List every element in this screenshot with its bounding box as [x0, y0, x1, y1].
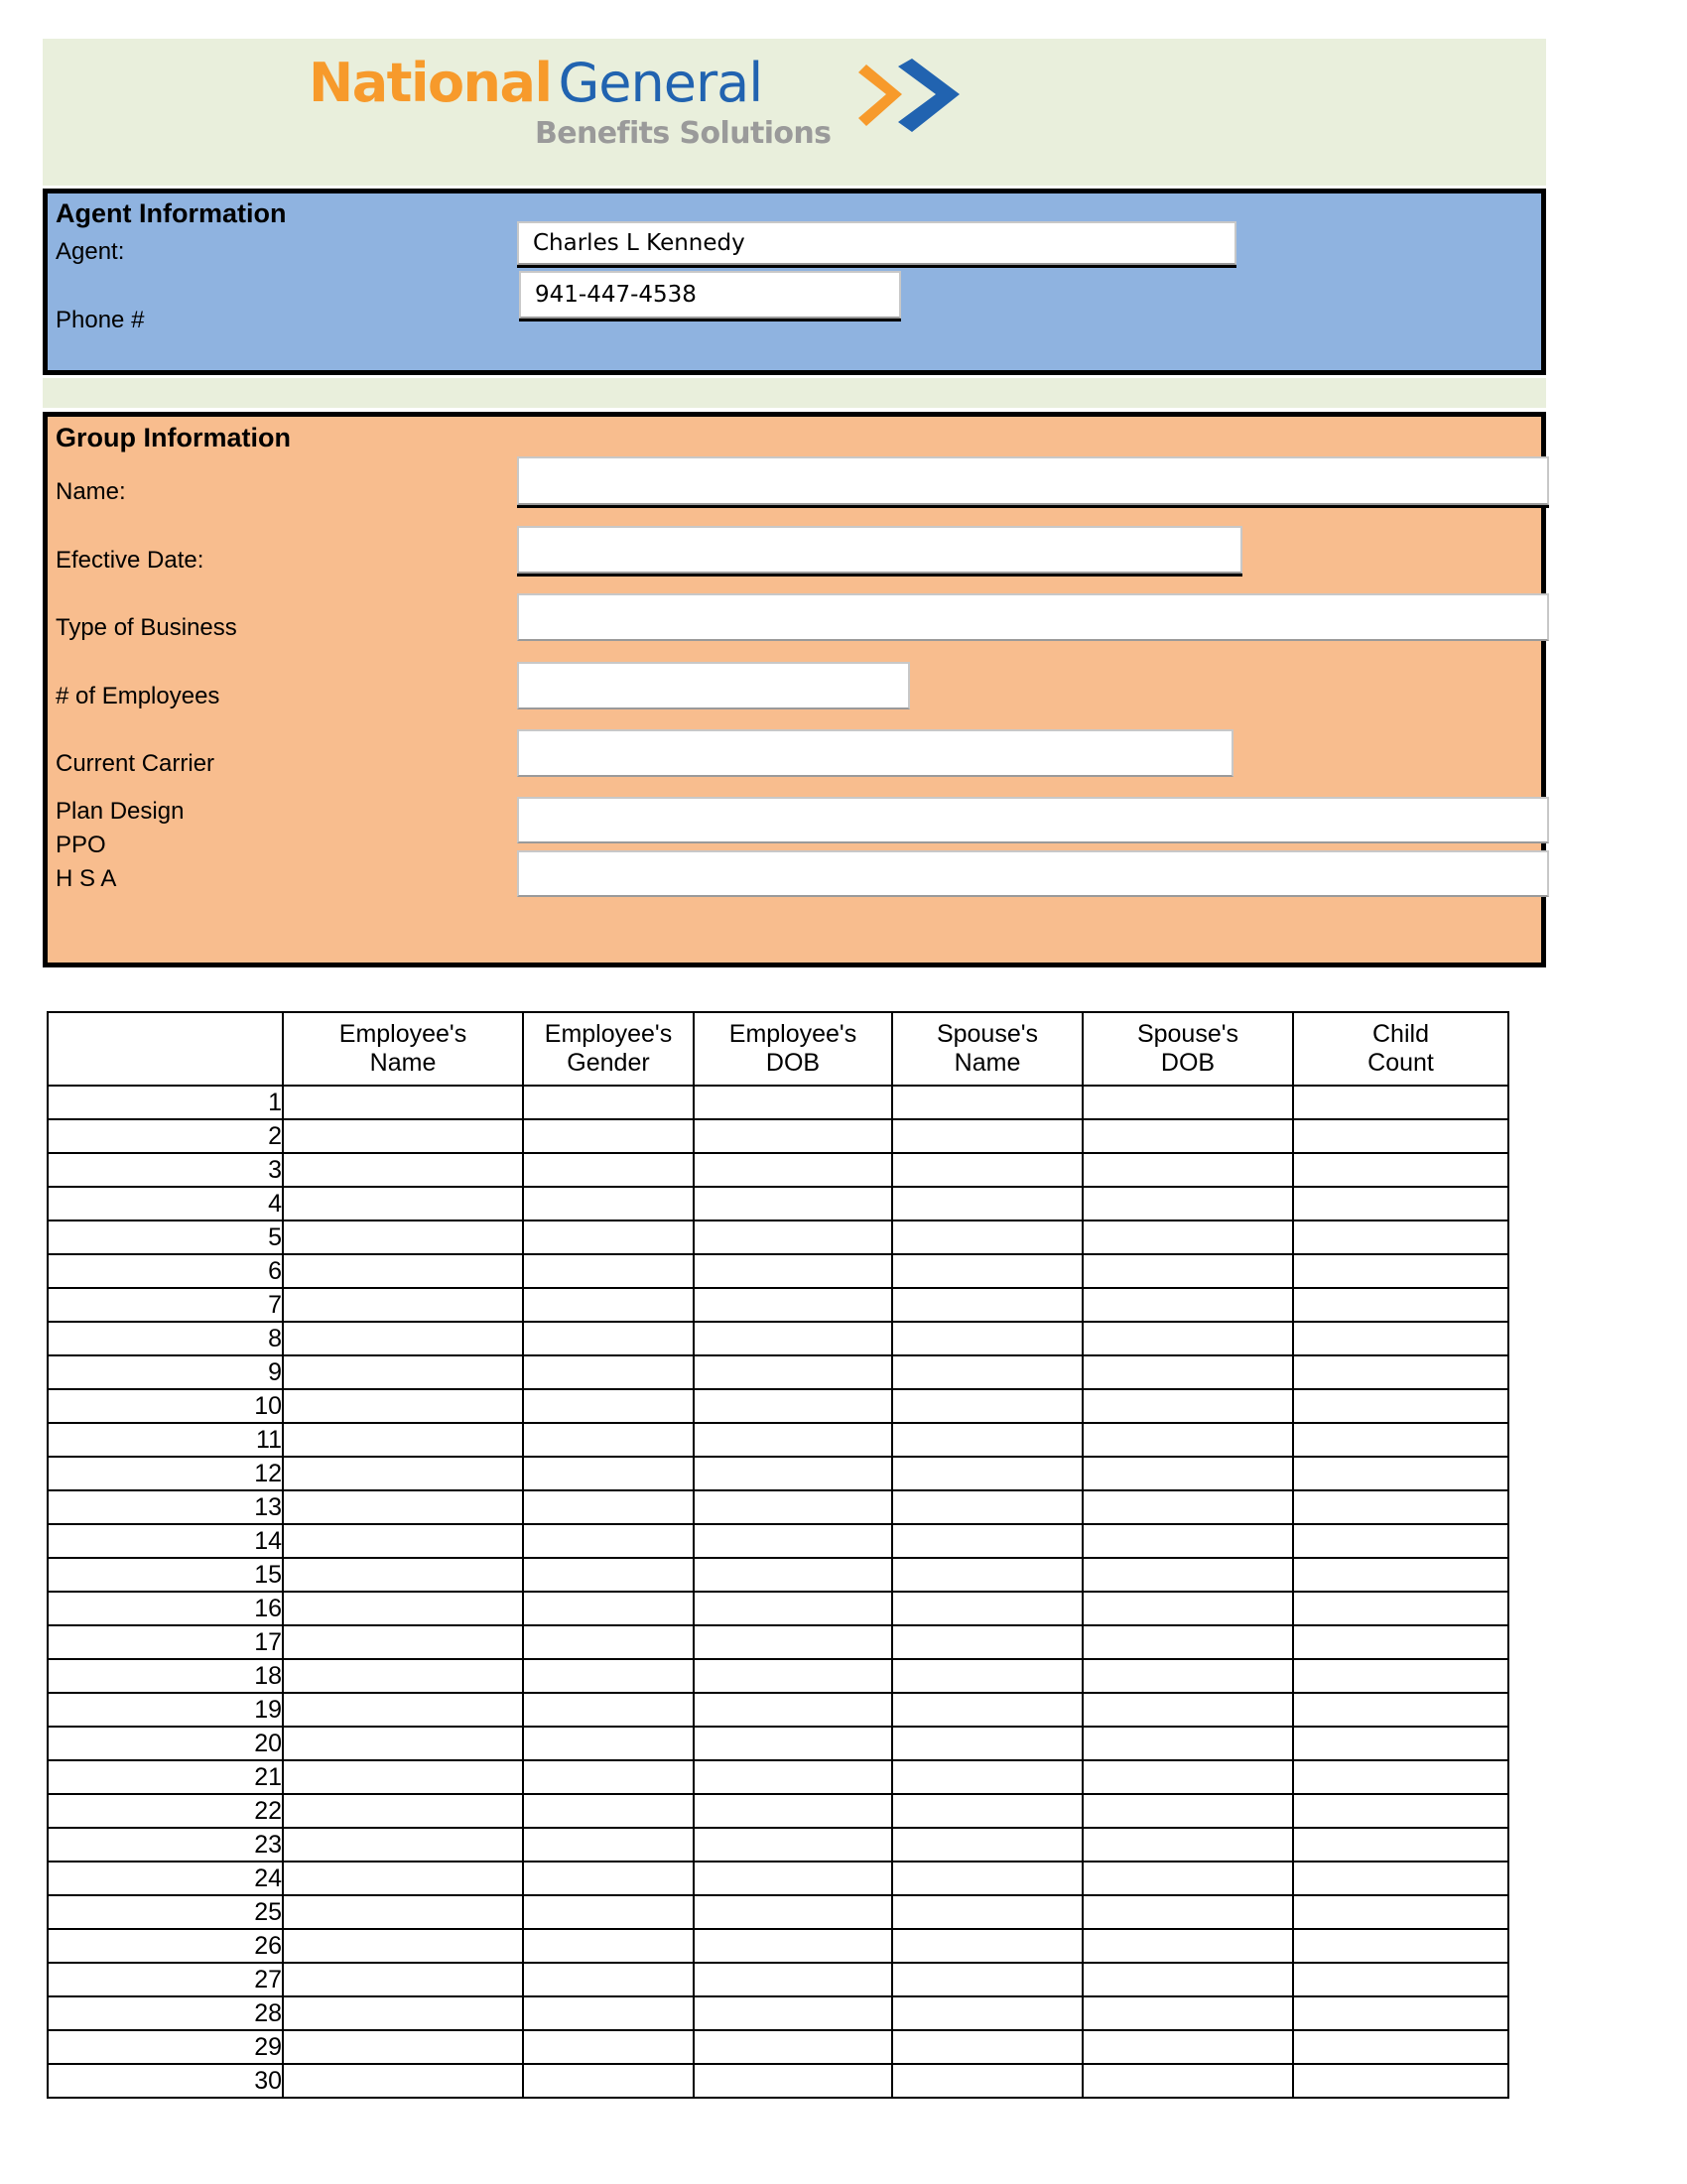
cell-employee-name[interactable]: [283, 1659, 523, 1693]
cell-spouse-name[interactable]: [892, 1996, 1083, 2030]
cell-spouse-name[interactable]: [892, 1524, 1083, 1558]
cell-employee-dob[interactable]: [694, 2064, 892, 2098]
row-number-cell: 12: [48, 1457, 283, 1490]
group-type-of-business-input[interactable]: [517, 593, 1549, 641]
cell-spouse-dob[interactable]: [1083, 1490, 1293, 1524]
row-number-cell: 5: [48, 1220, 283, 1254]
cell-employee-name[interactable]: [283, 1355, 523, 1389]
table-row: [48, 1187, 1508, 1220]
row-number-cell: 21: [48, 1760, 283, 1794]
cell-employee-name[interactable]: [283, 1322, 523, 1355]
cell-employee-dob[interactable]: [694, 1423, 892, 1457]
cell-employee-name[interactable]: [283, 2064, 523, 2098]
cell-employee-name[interactable]: [283, 1389, 523, 1423]
group-name-label: Name:: [56, 478, 126, 505]
table-row: [48, 1760, 1508, 1794]
cell-employee-dob[interactable]: [694, 1929, 892, 1963]
cell-child-count[interactable]: [1293, 2064, 1508, 2098]
cell-spouse-name[interactable]: [892, 1963, 1083, 1996]
cell-child-count[interactable]: [1293, 1423, 1508, 1457]
company-logo: [309, 52, 1003, 176]
row-number-cell: 2: [48, 1119, 283, 1153]
table-row: [48, 1288, 1508, 1322]
cell-employee-dob[interactable]: [694, 1693, 892, 1727]
cell-employee-dob[interactable]: [694, 1996, 892, 2030]
cell-employee-gender[interactable]: [523, 1423, 694, 1457]
cell-employee-dob[interactable]: [694, 1794, 892, 1828]
cell-spouse-dob[interactable]: [1083, 1423, 1293, 1457]
cell-employee-gender[interactable]: [523, 1862, 694, 1895]
table-row: [48, 1963, 1508, 1996]
row-number-cell: 4: [48, 1187, 283, 1220]
cell-employee-dob[interactable]: [694, 1963, 892, 1996]
table-header-row: [48, 1012, 1508, 1086]
table-row: [48, 1086, 1508, 1119]
logo-tagline: Benefits Solutions: [535, 116, 832, 151]
row-number-cell: 9: [48, 1355, 283, 1389]
cell-employee-dob[interactable]: [694, 2030, 892, 2064]
table-row: [48, 1996, 1508, 2030]
cell-spouse-dob[interactable]: [1083, 1794, 1293, 1828]
cell-employee-gender[interactable]: [523, 1389, 694, 1423]
table-row: [48, 2064, 1508, 2098]
row-number-cell: 3: [48, 1153, 283, 1187]
cell-spouse-dob[interactable]: [1083, 1895, 1293, 1929]
cell-employee-name[interactable]: [283, 2030, 523, 2064]
cell-spouse-dob[interactable]: [1083, 1963, 1293, 1996]
cell-spouse-name[interactable]: [892, 1727, 1083, 1760]
agent-phone-underline: [519, 319, 901, 321]
row-number-cell: 29: [48, 2030, 283, 2064]
logo-wordmark: [309, 52, 763, 124]
cell-child-count[interactable]: [1293, 1086, 1508, 1119]
cell-employee-gender[interactable]: [523, 1457, 694, 1490]
row-number-cell: 17: [48, 1625, 283, 1659]
group-plan-design-input[interactable]: [517, 797, 1549, 843]
table-row: [48, 1625, 1508, 1659]
cell-employee-name[interactable]: [283, 1153, 523, 1187]
row-number-cell: 27: [48, 1963, 283, 1996]
cell-employee-name[interactable]: [283, 1625, 523, 1659]
cell-spouse-name[interactable]: [892, 1659, 1083, 1693]
cell-employee-gender[interactable]: [523, 2064, 694, 2098]
cell-employee-name[interactable]: [283, 1558, 523, 1592]
cell-spouse-name[interactable]: [892, 1220, 1083, 1254]
group-current-carrier-label: Current Carrier: [56, 750, 215, 777]
cell-employee-dob[interactable]: [694, 1288, 892, 1322]
header-spouse-name: Spouse's Name: [892, 1012, 1083, 1086]
cell-spouse-dob[interactable]: [1083, 1086, 1293, 1119]
cell-child-count[interactable]: [1293, 1828, 1508, 1862]
cell-spouse-name[interactable]: [892, 1693, 1083, 1727]
agent-name-label: Agent:: [56, 238, 125, 265]
group-information-panel: [43, 412, 1546, 967]
table-row: [48, 1862, 1508, 1895]
cell-employee-dob[interactable]: [694, 1524, 892, 1558]
table-row: [48, 1659, 1508, 1693]
cell-employee-dob[interactable]: [694, 1558, 892, 1592]
cell-employee-name[interactable]: [283, 1963, 523, 1996]
cell-child-count[interactable]: [1293, 1592, 1508, 1625]
cell-spouse-name[interactable]: [892, 2030, 1083, 2064]
cell-spouse-dob[interactable]: [1083, 2064, 1293, 2098]
cell-employee-name[interactable]: [283, 1828, 523, 1862]
cell-spouse-name[interactable]: [892, 1895, 1083, 1929]
table-row: [48, 1254, 1508, 1288]
cell-employee-gender[interactable]: [523, 1254, 694, 1288]
logo-word-national: National: [309, 52, 552, 114]
cell-employee-name[interactable]: [283, 1760, 523, 1794]
group-effective-date-input[interactable]: [517, 526, 1242, 574]
cell-employee-gender[interactable]: [523, 1524, 694, 1558]
cell-child-count[interactable]: [1293, 1558, 1508, 1592]
cell-employee-gender[interactable]: [523, 1086, 694, 1119]
cell-employee-gender[interactable]: [523, 1693, 694, 1727]
cell-spouse-name[interactable]: [892, 1153, 1083, 1187]
header-band: [43, 39, 1546, 186]
cell-spouse-name[interactable]: [892, 1288, 1083, 1322]
agent-information-panel: [43, 189, 1546, 375]
cell-employee-dob[interactable]: [694, 1828, 892, 1862]
group-effective-date-underline: [517, 574, 1242, 577]
header-row-number: [48, 1012, 283, 1086]
cell-employee-dob[interactable]: [694, 1153, 892, 1187]
table-row: [48, 1693, 1508, 1727]
row-number-cell: 19: [48, 1693, 283, 1727]
cell-employee-name[interactable]: [283, 1862, 523, 1895]
agent-information-title: Agent Information: [56, 198, 287, 228]
cell-child-count[interactable]: [1293, 1862, 1508, 1895]
cell-employee-gender[interactable]: [523, 1828, 694, 1862]
table-row: [48, 1592, 1508, 1625]
table-row: [48, 1119, 1508, 1153]
cell-employee-name[interactable]: [283, 1457, 523, 1490]
cell-employee-name[interactable]: [283, 1592, 523, 1625]
group-hsa-input[interactable]: [517, 850, 1549, 897]
cell-employee-name[interactable]: [283, 1794, 523, 1828]
cell-spouse-name[interactable]: [892, 1457, 1083, 1490]
cell-spouse-name[interactable]: [892, 1187, 1083, 1220]
header-employee-gender: Employee's Gender: [523, 1012, 694, 1086]
cell-employee-dob[interactable]: [694, 1187, 892, 1220]
cell-employee-name[interactable]: [283, 1423, 523, 1457]
table-row: [48, 1153, 1508, 1187]
cell-employee-name[interactable]: [283, 1119, 523, 1153]
cell-spouse-name[interactable]: [892, 1322, 1083, 1355]
cell-employee-name[interactable]: [283, 1727, 523, 1760]
cell-employee-gender[interactable]: [523, 1929, 694, 1963]
cell-employee-gender[interactable]: [523, 1153, 694, 1187]
cell-spouse-dob[interactable]: [1083, 1187, 1293, 1220]
table-row: [48, 2030, 1508, 2064]
cell-employee-gender[interactable]: [523, 1625, 694, 1659]
row-number-cell: 1: [48, 1086, 283, 1119]
cell-child-count[interactable]: [1293, 1895, 1508, 1929]
cell-spouse-dob[interactable]: [1083, 1592, 1293, 1625]
cell-employee-gender[interactable]: [523, 1895, 694, 1929]
row-number-cell: 26: [48, 1929, 283, 1963]
cell-employee-dob[interactable]: [694, 1862, 892, 1895]
table-row: [48, 1828, 1508, 1862]
table-row: [48, 1794, 1508, 1828]
cell-spouse-dob[interactable]: [1083, 1220, 1293, 1254]
cell-spouse-name[interactable]: [892, 1355, 1083, 1389]
panel-separator-strip: [43, 378, 1546, 408]
group-type-of-business-label: Type of Business: [56, 614, 237, 641]
cell-employee-gender[interactable]: [523, 1794, 694, 1828]
cell-employee-dob[interactable]: [694, 1457, 892, 1490]
cell-child-count[interactable]: [1293, 1625, 1508, 1659]
table-row: [48, 1490, 1508, 1524]
table-row: [48, 1558, 1508, 1592]
group-current-carrier-input[interactable]: [517, 729, 1233, 777]
cell-spouse-name[interactable]: [892, 1119, 1083, 1153]
cell-spouse-name[interactable]: [892, 1086, 1083, 1119]
cell-employee-dob[interactable]: [694, 1625, 892, 1659]
cell-child-count[interactable]: [1293, 1963, 1508, 1996]
cell-employee-dob[interactable]: [694, 1659, 892, 1693]
cell-spouse-name[interactable]: [892, 1389, 1083, 1423]
cell-spouse-dob[interactable]: [1083, 1693, 1293, 1727]
logo-word-general: General: [558, 52, 763, 114]
cell-child-count[interactable]: [1293, 1760, 1508, 1794]
row-number-cell: 18: [48, 1659, 283, 1693]
group-name-underline: [517, 505, 1549, 508]
cell-employee-name[interactable]: [283, 1929, 523, 1963]
cell-spouse-dob[interactable]: [1083, 1153, 1293, 1187]
cell-employee-dob[interactable]: [694, 1086, 892, 1119]
group-employee-count-label: # of Employees: [56, 683, 220, 709]
cell-spouse-dob[interactable]: [1083, 1457, 1293, 1490]
header-employee-name: Employee's Name: [283, 1012, 523, 1086]
cell-employee-dob[interactable]: [694, 1727, 892, 1760]
row-number-cell: 16: [48, 1592, 283, 1625]
row-number-cell: 11: [48, 1423, 283, 1457]
cell-employee-dob[interactable]: [694, 1119, 892, 1153]
cell-spouse-dob[interactable]: [1083, 1929, 1293, 1963]
cell-employee-dob[interactable]: [694, 1322, 892, 1355]
cell-spouse-dob[interactable]: [1083, 1760, 1293, 1794]
table-row: [48, 1220, 1508, 1254]
cell-spouse-name[interactable]: [892, 1794, 1083, 1828]
cell-spouse-dob[interactable]: [1083, 1322, 1293, 1355]
cell-child-count[interactable]: [1293, 1254, 1508, 1288]
cell-child-count[interactable]: [1293, 1187, 1508, 1220]
row-number-cell: 25: [48, 1895, 283, 1929]
cell-employee-dob[interactable]: [694, 1760, 892, 1794]
agent-phone-label: Phone #: [56, 307, 145, 333]
row-number-cell: 10: [48, 1389, 283, 1423]
cell-spouse-dob[interactable]: [1083, 1828, 1293, 1862]
cell-child-count[interactable]: [1293, 1929, 1508, 1963]
cell-employee-gender[interactable]: [523, 1119, 694, 1153]
table-row: [48, 1524, 1508, 1558]
cell-employee-gender[interactable]: [523, 1963, 694, 1996]
header-child-count: Child Count: [1293, 1012, 1508, 1086]
cell-employee-gender[interactable]: [523, 1592, 694, 1625]
cell-spouse-dob[interactable]: [1083, 1355, 1293, 1389]
cell-spouse-dob[interactable]: [1083, 1625, 1293, 1659]
row-number-cell: 15: [48, 1558, 283, 1592]
row-number-cell: 22: [48, 1794, 283, 1828]
group-ppo-label: PPO: [56, 832, 106, 858]
row-number-cell: 28: [48, 1996, 283, 2030]
cell-employee-dob[interactable]: [694, 1389, 892, 1423]
cell-employee-gender[interactable]: [523, 1760, 694, 1794]
agent-phone-input[interactable]: 941-447-4538: [519, 271, 901, 319]
cell-child-count[interactable]: [1293, 1490, 1508, 1524]
cell-employee-gender[interactable]: [523, 1996, 694, 2030]
agent-name-underline: [517, 265, 1236, 268]
cell-child-count[interactable]: [1293, 1727, 1508, 1760]
row-number-cell: 6: [48, 1254, 283, 1288]
cell-child-count[interactable]: [1293, 1659, 1508, 1693]
cell-employee-name[interactable]: [283, 1187, 523, 1220]
cell-employee-gender[interactable]: [523, 1355, 694, 1389]
row-number-cell: 13: [48, 1490, 283, 1524]
cell-spouse-dob[interactable]: [1083, 1389, 1293, 1423]
cell-employee-dob[interactable]: [694, 1592, 892, 1625]
cell-employee-name[interactable]: [283, 1490, 523, 1524]
cell-spouse-name[interactable]: [892, 1592, 1083, 1625]
employee-census-table: [47, 1011, 1509, 2099]
cell-employee-gender[interactable]: [523, 1558, 694, 1592]
table-row: [48, 1355, 1508, 1389]
cell-child-count[interactable]: [1293, 1153, 1508, 1187]
cell-spouse-name[interactable]: [892, 1828, 1083, 1862]
cell-spouse-dob[interactable]: [1083, 1119, 1293, 1153]
table-row: [48, 1322, 1508, 1355]
cell-spouse-name[interactable]: [892, 1760, 1083, 1794]
cell-spouse-dob[interactable]: [1083, 1558, 1293, 1592]
cell-employee-dob[interactable]: [694, 1490, 892, 1524]
cell-spouse-name[interactable]: [892, 1558, 1083, 1592]
cell-employee-gender[interactable]: [523, 1322, 694, 1355]
cell-child-count[interactable]: [1293, 1355, 1508, 1389]
cell-employee-name[interactable]: [283, 1895, 523, 1929]
cell-employee-dob[interactable]: [694, 1220, 892, 1254]
cell-employee-name[interactable]: [283, 1086, 523, 1119]
cell-child-count[interactable]: [1293, 2030, 1508, 2064]
cell-child-count[interactable]: [1293, 1693, 1508, 1727]
cell-spouse-dob[interactable]: [1083, 1524, 1293, 1558]
cell-employee-name[interactable]: [283, 1288, 523, 1322]
cell-employee-gender[interactable]: [523, 2030, 694, 2064]
row-number-cell: 23: [48, 1828, 283, 1862]
cell-child-count[interactable]: [1293, 1457, 1508, 1490]
cell-child-count[interactable]: [1293, 1220, 1508, 1254]
cell-employee-name[interactable]: [283, 1693, 523, 1727]
cell-child-count[interactable]: [1293, 1288, 1508, 1322]
cell-spouse-dob[interactable]: [1083, 1659, 1293, 1693]
group-name-input[interactable]: [517, 456, 1549, 505]
cell-employee-name[interactable]: [283, 1220, 523, 1254]
table-row: [48, 1895, 1508, 1929]
row-number-cell: 24: [48, 1862, 283, 1895]
cell-spouse-dob[interactable]: [1083, 2030, 1293, 2064]
cell-child-count[interactable]: [1293, 1389, 1508, 1423]
cell-child-count[interactable]: [1293, 1119, 1508, 1153]
table-row: [48, 1929, 1508, 1963]
cell-employee-gender[interactable]: [523, 1490, 694, 1524]
group-effective-date-label: Efective Date:: [56, 547, 204, 574]
cell-employee-name[interactable]: [283, 1254, 523, 1288]
cell-employee-gender[interactable]: [523, 1727, 694, 1760]
table-row: [48, 1727, 1508, 1760]
row-number-cell: 20: [48, 1727, 283, 1760]
cell-spouse-dob[interactable]: [1083, 1996, 1293, 2030]
cell-employee-dob[interactable]: [694, 1254, 892, 1288]
cell-spouse-name[interactable]: [892, 2064, 1083, 2098]
cell-employee-name[interactable]: [283, 1996, 523, 2030]
cell-employee-gender[interactable]: [523, 1288, 694, 1322]
cell-employee-name[interactable]: [283, 1524, 523, 1558]
cell-spouse-dob[interactable]: [1083, 1862, 1293, 1895]
cell-employee-dob[interactable]: [694, 1355, 892, 1389]
agent-name-input[interactable]: Charles L Kennedy: [517, 221, 1236, 265]
header-spouse-dob: Spouse's DOB: [1083, 1012, 1293, 1086]
cell-child-count[interactable]: [1293, 1524, 1508, 1558]
cell-employee-gender[interactable]: [523, 1659, 694, 1693]
cell-spouse-name[interactable]: [892, 1929, 1083, 1963]
group-information-title: Group Information: [56, 423, 291, 452]
cell-spouse-name[interactable]: [892, 1490, 1083, 1524]
cell-child-count[interactable]: [1293, 1996, 1508, 2030]
cell-spouse-name[interactable]: [892, 1625, 1083, 1659]
cell-spouse-dob[interactable]: [1083, 1727, 1293, 1760]
cell-spouse-name[interactable]: [892, 1423, 1083, 1457]
table-row: [48, 1389, 1508, 1423]
table-row: [48, 1457, 1508, 1490]
row-number-cell: 7: [48, 1288, 283, 1322]
row-number-cell: 30: [48, 2064, 283, 2098]
cell-spouse-dob[interactable]: [1083, 1254, 1293, 1288]
row-number-cell: 8: [48, 1322, 283, 1355]
cell-employee-gender[interactable]: [523, 1187, 694, 1220]
group-employee-count-input[interactable]: [517, 662, 910, 709]
cell-spouse-name[interactable]: [892, 1254, 1083, 1288]
header-employee-dob: Employee's DOB: [694, 1012, 892, 1086]
cell-employee-dob[interactable]: [694, 1895, 892, 1929]
group-plan-design-label: Plan Design: [56, 798, 185, 825]
cell-employee-gender[interactable]: [523, 1220, 694, 1254]
row-number-cell: 14: [48, 1524, 283, 1558]
table-row: [48, 1423, 1508, 1457]
cell-spouse-dob[interactable]: [1083, 1288, 1293, 1322]
group-hsa-label: H S A: [56, 865, 117, 892]
cell-child-count[interactable]: [1293, 1322, 1508, 1355]
chevron-double-right-icon: [854, 59, 969, 132]
cell-child-count[interactable]: [1293, 1794, 1508, 1828]
cell-spouse-name[interactable]: [892, 1862, 1083, 1895]
